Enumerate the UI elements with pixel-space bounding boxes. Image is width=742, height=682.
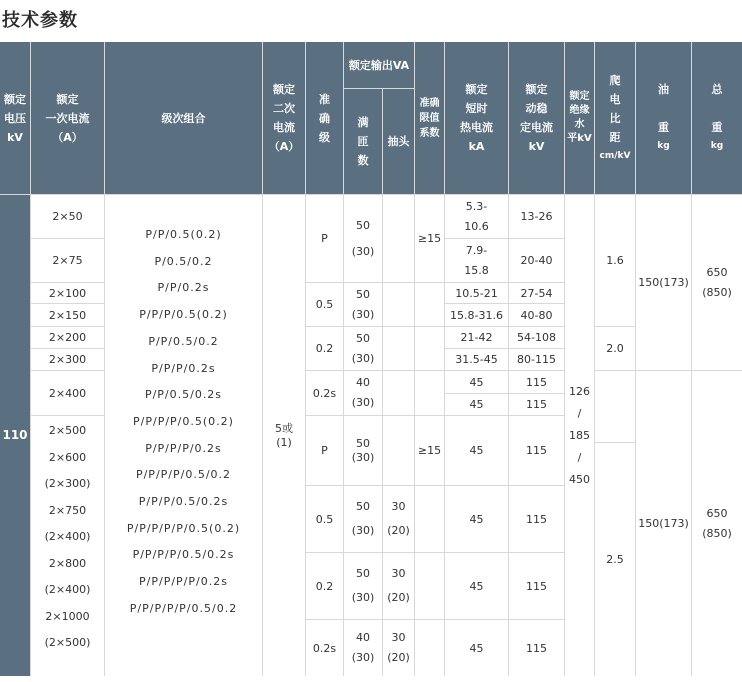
spec-table: [0, 42, 742, 676]
class-combination: P/P/0.2s: [157, 281, 210, 295]
class-combination: P/P/P/P/0.5(0.2): [133, 414, 234, 428]
total-weight: 650 (850): [692, 371, 742, 676]
output-full-turns: 50 (30): [344, 195, 382, 282]
class-combination: P/P/P/P/0.5/0.2: [135, 468, 232, 482]
output-full-turns: 50 (30): [344, 553, 382, 619]
accuracy-limit-factor: ≥15: [415, 416, 444, 485]
dynamic-current: 40-80: [509, 304, 564, 326]
accuracy-limit-factor: [415, 553, 444, 619]
primary-current: (2×400): [44, 530, 91, 543]
header-creepage-label: 爬 电 比 距: [609, 73, 621, 144]
class-combination: P/P/P/P/0.5/0.2s: [132, 548, 235, 562]
accuracy-limit-factor: [415, 486, 444, 552]
primary-current: (2×300): [44, 477, 91, 490]
class-combination: P/P/P/P/P/0.5(0.2): [126, 521, 241, 535]
accuracy-limit-factor: [415, 371, 444, 415]
class-combination-list: [105, 195, 262, 676]
voltage-value: 110: [0, 195, 30, 676]
class-combination: P/P/P/P/P/0.2s: [139, 575, 228, 589]
header-accuracy-class: 准 确 级: [306, 42, 343, 194]
oil-weight: 150(173): [636, 371, 691, 676]
accuracy-class: 0.2: [306, 553, 343, 619]
output-full-turns: 50 (30): [344, 416, 382, 485]
header-primary-current: 额定 一次电流 （A）: [31, 42, 104, 194]
output-tap: 30 (20): [383, 486, 414, 552]
header-dynamic-current: 额定 动稳 定电流 kV: [509, 42, 564, 194]
page-title: 技术参数: [2, 10, 78, 31]
primary-current: 2×50: [31, 195, 104, 238]
short-time-current: 45: [445, 486, 508, 552]
header-insulation-level: 额定 绝缘 水 平kV: [565, 42, 594, 194]
primary-current: 2×200: [31, 327, 104, 348]
accuracy-class: 0.5: [306, 283, 343, 326]
primary-current: 2×500: [48, 424, 87, 437]
output-tap: [383, 327, 414, 370]
primary-current: (2×400): [44, 583, 91, 596]
accuracy-class: P: [306, 416, 343, 485]
output-tap: [383, 283, 414, 326]
output-tap: 30 (20): [383, 620, 414, 676]
class-combination: P/0.5/0.2: [154, 254, 213, 268]
output-tap: 30 (20): [383, 553, 414, 619]
accuracy-limit-factor: [415, 620, 444, 676]
header-class-combination: 级次组合: [105, 42, 262, 194]
accuracy-class: 0.2s: [306, 371, 343, 415]
dynamic-current: 80-115: [509, 349, 564, 370]
short-time-current: 15.8-31.6: [445, 304, 508, 326]
primary-current: 2×300: [31, 349, 104, 370]
class-combination: P/P/P/P/0.2s: [145, 441, 222, 455]
short-time-current: 45: [445, 416, 508, 485]
accuracy-class: 0.2s: [306, 620, 343, 676]
accuracy-class: 0.5: [306, 486, 343, 552]
total-weight: 650 (850): [692, 195, 742, 370]
secondary-current-value: 5或 (1): [263, 195, 305, 676]
dynamic-current: 20-40: [509, 239, 564, 282]
primary-current: 2×75: [31, 239, 104, 282]
primary-current: 2×100: [31, 283, 104, 303]
class-combination: P/P/0.5/0.2: [148, 334, 219, 348]
accuracy-limit-factor: ≥15: [415, 195, 444, 282]
class-combination: P/P/P/0.2s: [151, 361, 216, 375]
short-time-current: 45: [445, 371, 508, 393]
dynamic-current: 54-108: [509, 327, 564, 348]
header-output-tap: 抽头: [383, 89, 414, 194]
primary-current: (2×500): [44, 636, 91, 649]
header-oil-weight-unit: kg: [657, 141, 670, 151]
primary-current: 2×150: [31, 304, 104, 326]
short-time-current: 45: [445, 394, 508, 415]
primary-current: 2×1000: [45, 609, 90, 623]
primary-current: 2×800: [48, 556, 87, 570]
short-time-current: 7.9- 15.8: [445, 239, 508, 282]
header-rated-voltage: 额定 电压 kV: [0, 42, 30, 194]
dynamic-current: 115: [509, 486, 564, 552]
dynamic-current: 115: [509, 416, 564, 485]
output-tap: [383, 371, 414, 415]
short-time-current: 31.5-45: [445, 349, 508, 370]
oil-weight: 150(173): [636, 195, 691, 370]
class-combination: P/P/P/P/P/0.5/0.2: [129, 601, 238, 615]
dynamic-current: 115: [509, 394, 564, 415]
header-creepage-unit: cm/kV: [599, 150, 631, 161]
header-creepage: [595, 42, 635, 194]
header-output-full-turns: 满 匝 数: [344, 89, 382, 194]
primary-current: 2×400: [31, 371, 104, 415]
creepage-distance: [595, 371, 635, 442]
insulation-level-value: 126 / 185 / 450: [565, 195, 594, 676]
primary-current: 2×750: [48, 503, 87, 517]
header-total-weight-unit: kg: [710, 141, 724, 151]
output-full-turns: 50 (30): [344, 327, 382, 370]
short-time-current: 21-42: [445, 327, 508, 348]
creepage-distance: 2.5: [595, 443, 635, 676]
creepage-distance: 2.0: [595, 327, 635, 370]
creepage-distance: 1.6: [595, 195, 635, 326]
class-combination: P/P/P/0.5(0.2): [139, 308, 228, 322]
short-time-current: 10.5-21: [445, 283, 508, 303]
accuracy-class: P: [306, 195, 343, 282]
output-tap: [383, 416, 414, 485]
dynamic-current: 27-54: [509, 283, 564, 303]
class-combination: P/P/0.5/0.2s: [144, 388, 223, 402]
dynamic-current: 115: [509, 620, 564, 676]
dynamic-current: 115: [509, 553, 564, 619]
class-combination: P/P/0.5(0.2): [145, 228, 222, 241]
class-combination: P/P/P/0.5/0.2s: [138, 495, 229, 509]
dynamic-current: 115: [509, 371, 564, 393]
output-full-turns: 40 (30): [344, 620, 382, 676]
header-accuracy-limit: 准确 限值 系数: [415, 42, 444, 194]
header-total-weight: [692, 42, 742, 194]
short-time-current: 45: [445, 553, 508, 619]
header-oil-weight: [636, 42, 691, 194]
output-full-turns: 50 (30): [344, 283, 382, 326]
header-short-time-current: 额定 短时 热电流 kA: [445, 42, 508, 194]
header-total-weight-label: 总 重: [711, 83, 723, 134]
header-secondary-current: 额定 二次 电流 （A）: [263, 42, 305, 194]
output-full-turns: 40 (30): [344, 371, 382, 415]
short-time-current: 45: [445, 620, 508, 676]
header-rated-output: 额定输出VA: [344, 42, 414, 88]
output-full-turns: 50 (30): [344, 486, 382, 552]
accuracy-limit-factor: [415, 283, 444, 326]
primary-current-list: [31, 416, 104, 676]
primary-current: 2×600: [48, 450, 87, 464]
short-time-current: 5.3- 10.6: [445, 195, 508, 238]
header-oil-weight-label: 油 重: [658, 83, 669, 134]
output-tap: [383, 195, 414, 282]
dynamic-current: 13-26: [509, 195, 564, 238]
accuracy-limit-factor: [415, 327, 444, 370]
accuracy-class: 0.2: [306, 327, 343, 370]
